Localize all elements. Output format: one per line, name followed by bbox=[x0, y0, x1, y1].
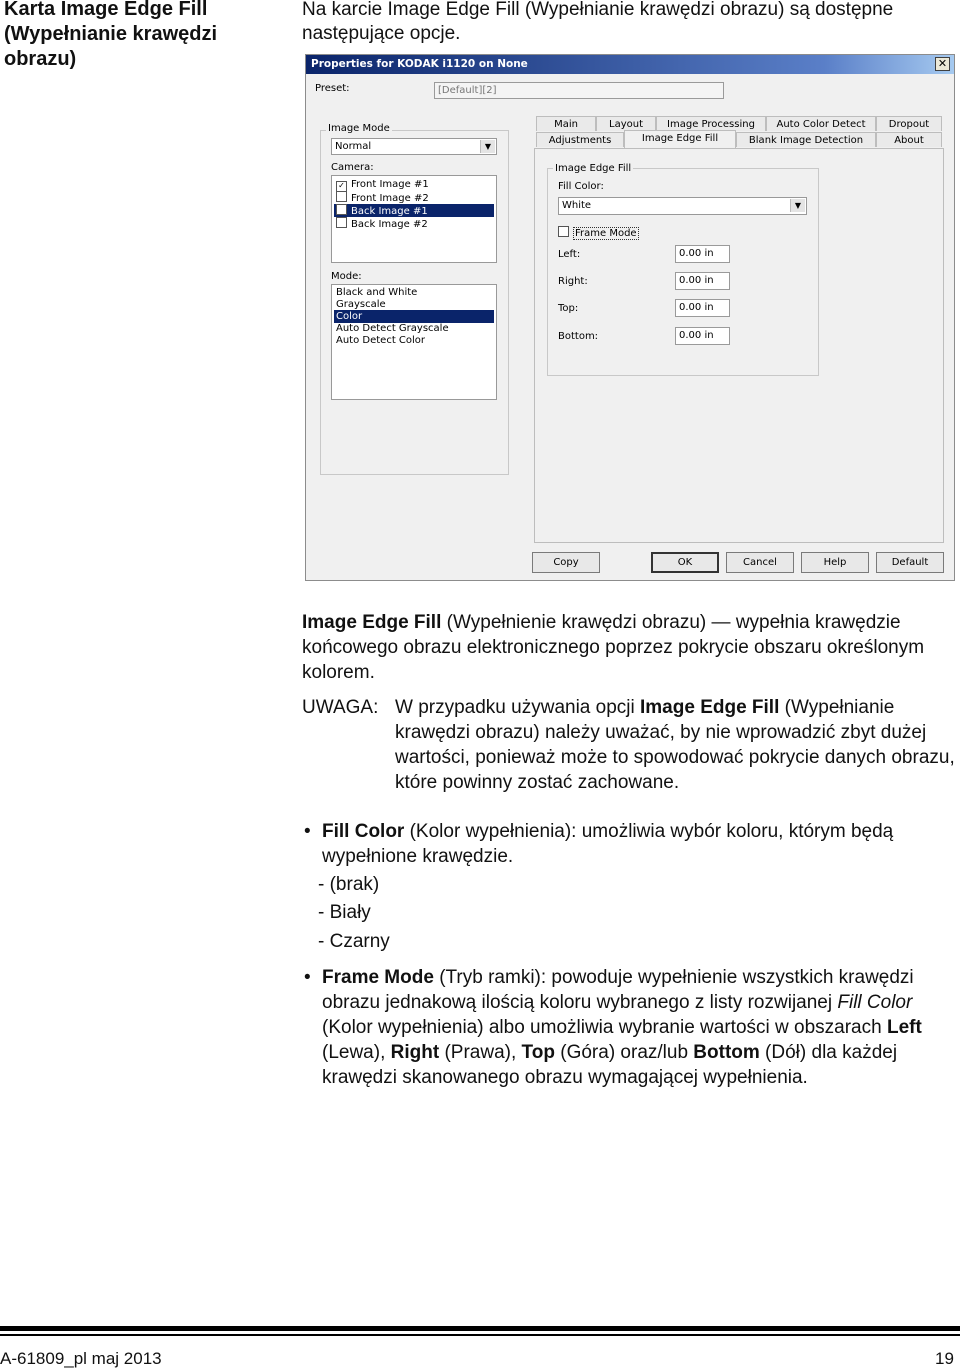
footer-rule bbox=[0, 1326, 960, 1331]
section-heading: Karta Image Edge Fill (Wypełnianie krawędzi obrazu) bbox=[4, 0, 218, 70]
mode-item[interactable]: Auto Detect Color bbox=[336, 335, 426, 346]
mode-item[interactable]: Black and White bbox=[336, 287, 418, 298]
close-icon[interactable]: ✕ bbox=[935, 57, 950, 71]
mode-item[interactable]: Auto Detect Grayscale bbox=[336, 323, 449, 334]
top-input[interactable]: 0.00 in bbox=[675, 299, 730, 317]
checkbox-checked-icon[interactable]: ✓ bbox=[336, 181, 347, 192]
checkbox-icon[interactable] bbox=[336, 217, 347, 228]
fill-color-bullet: Fill Color (Kolor wypełnienia): umożliwia wybór koloru, którym będą wypełnione krawędzie. bbox=[322, 821, 894, 867]
preset-field[interactable]: [Default][2] bbox=[434, 82, 724, 99]
tab-dropout[interactable]: Dropout bbox=[876, 116, 942, 131]
chevron-down-icon: ▼ bbox=[790, 199, 805, 212]
bullet-marker: • bbox=[304, 821, 311, 842]
fill-option: - (brak) bbox=[318, 874, 380, 895]
tab-image-edge-fill[interactable]: Image Edge Fill bbox=[624, 130, 736, 149]
document-id: A-61809_pl maj 2013 bbox=[0, 1349, 162, 1368]
checkbox-icon[interactable] bbox=[336, 191, 347, 202]
camera-item[interactable]: Back Image #1 bbox=[334, 204, 494, 217]
bottom-label: Bottom: bbox=[558, 331, 599, 342]
image-mode-value: Normal bbox=[335, 141, 372, 152]
right-label: Right: bbox=[558, 276, 588, 287]
left-input[interactable]: 0.00 in bbox=[675, 245, 730, 263]
mode-item[interactable]: Grayscale bbox=[336, 299, 386, 310]
edge-fill-description: Image Edge Fill (Wypełnienie krawędzi obrazu) — wypełnia krawędzie końcowego obrazu elektronicznego poprzez pokrycie obszaru określonym kolorem. bbox=[302, 612, 925, 683]
left-label: Left: bbox=[558, 249, 581, 260]
right-input[interactable]: 0.00 in bbox=[675, 272, 730, 290]
checkbox-icon[interactable] bbox=[336, 204, 347, 215]
frame-mode-label: Frame Mode bbox=[575, 228, 637, 239]
mode-list bbox=[331, 284, 497, 400]
camera-item[interactable]: ✓ Front Image #1 bbox=[334, 178, 494, 191]
tab-image-processing[interactable]: Image Processing bbox=[656, 116, 766, 131]
fill-option: - Biały bbox=[318, 902, 371, 923]
intro-text: Na karcie Image Edge Fill (Wypełnianie krawędzi obrazu) są dostępne następujące opcje. bbox=[302, 0, 894, 44]
footer-rule bbox=[0, 1334, 960, 1336]
checkbox-icon[interactable] bbox=[558, 226, 569, 237]
default-button[interactable]: Default bbox=[876, 552, 944, 573]
camera-list bbox=[331, 175, 497, 263]
properties-dialog bbox=[305, 54, 955, 581]
tab-main[interactable]: Main bbox=[536, 116, 596, 131]
dialog-title: Properties for KODAK i1120 on None bbox=[311, 58, 528, 70]
mode-label: Mode: bbox=[331, 271, 362, 282]
fill-color-dropdown[interactable] bbox=[558, 197, 807, 215]
top-label: Top: bbox=[558, 303, 579, 314]
copy-button[interactable]: Copy bbox=[532, 552, 600, 573]
term-image-edge-fill: Image Edge Fill bbox=[302, 612, 442, 633]
camera-label: Camera: bbox=[331, 162, 374, 173]
note-text: W przypadku używania opcji Image Edge Fill (Wypełnianie krawędzi obrazu) należy uważać, by nie wprowadzić zbyt dużej wartości, ponieważ może to spowodować pokrycie danych obrazu, które powinny zostać zachowane. bbox=[395, 697, 955, 793]
ok-button[interactable]: OK bbox=[651, 552, 719, 573]
image-mode-dropdown[interactable] bbox=[331, 138, 497, 155]
frame-mode-bullet: Frame Mode (Tryb ramki): powoduje wypełnienie wszystkich krawędzi obrazu jednakową ilością koloru wybranego z listy rozwijanej Fill Color (Kolor wypełnienia) albo umożliwia wybranie wartości w obszarach Left (Lewa), Right (Prawa), Top (Góra) oraz/lub Bottom (Dół) dla każdej krawędzi skanowanego obrazu wymagającej wypełnienia. bbox=[322, 967, 922, 1088]
page-number: 19 bbox=[935, 1349, 954, 1368]
mode-item[interactable]: Color bbox=[334, 310, 494, 323]
tab-adjustments[interactable]: Adjustments bbox=[536, 132, 624, 147]
camera-item[interactable]: Back Image #2 bbox=[334, 217, 494, 230]
camera-item[interactable]: Front Image #2 bbox=[334, 191, 494, 204]
preset-label: Preset: bbox=[315, 83, 350, 94]
fill-color-value: White bbox=[562, 200, 592, 211]
tab-about[interactable]: About bbox=[876, 132, 942, 147]
chevron-down-icon: ▼ bbox=[480, 140, 495, 153]
tab-layout[interactable]: Layout bbox=[596, 116, 656, 131]
note-label: UWAGA: bbox=[302, 697, 379, 718]
dialog-titlebar bbox=[306, 55, 954, 74]
tab-blank-image-detection[interactable]: Blank Image Detection bbox=[736, 132, 876, 147]
tab-auto-color-detect[interactable]: Auto Color Detect bbox=[766, 116, 876, 131]
fill-option: - Czarny bbox=[318, 931, 390, 952]
image-edge-fill-legend: Image Edge Fill bbox=[555, 163, 632, 174]
bullet-marker: • bbox=[304, 967, 311, 988]
bottom-input[interactable]: 0.00 in bbox=[675, 327, 730, 345]
image-mode-legend: Image Mode bbox=[328, 123, 390, 134]
help-button[interactable]: Help bbox=[801, 552, 869, 573]
cancel-button[interactable]: Cancel bbox=[726, 552, 794, 573]
frame-mode-checkbox[interactable] bbox=[558, 226, 639, 239]
fill-color-label: Fill Color: bbox=[558, 181, 604, 192]
